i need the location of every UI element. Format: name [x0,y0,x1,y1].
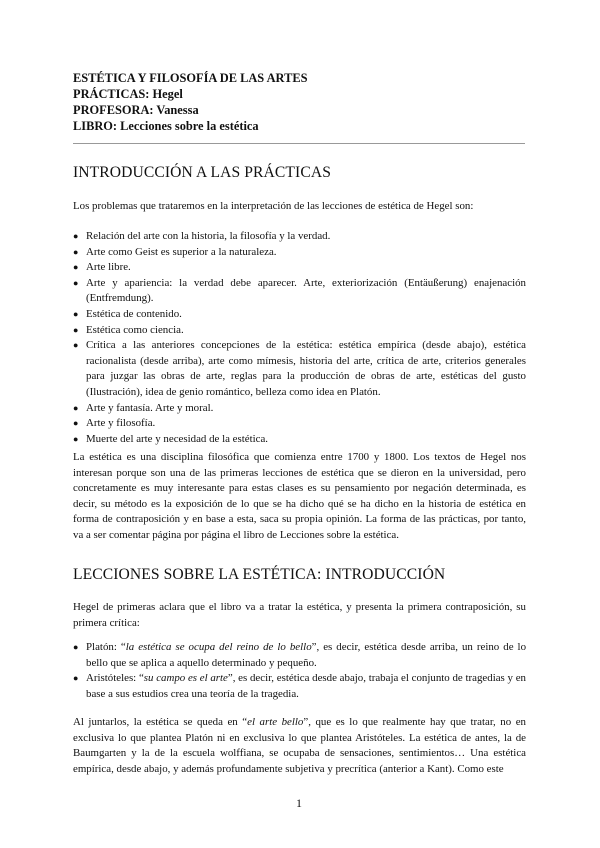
page-number: 1 [296,796,302,810]
list-item: ● Arte y fantasía. Arte y moral. [73,401,526,417]
problems-list [73,229,526,447]
list-item: ● Estética como ciencia. [73,323,526,339]
bullet-icon: ● [73,324,79,335]
list-item: ● Estética de contenido. [73,307,526,323]
practice-subject: PRÁCTICAS: Hegel [73,87,183,101]
philosophers-list [73,640,526,702]
header-divider [73,143,525,144]
bullet-icon: ● [73,308,79,319]
list-item: ● Relación del arte con la historia, la filosofía y la verdad. [73,229,526,245]
bullet-icon: ● [73,246,79,257]
list-item: ● Arte libre. [73,260,526,276]
bullet-icon: ● [73,340,79,351]
bullet-icon: ● [73,262,79,273]
bullet-icon: ● [73,418,79,429]
bullet-icon: ● [73,433,79,444]
bullet-icon: ● [73,642,79,652]
bullet-icon: ● [73,673,79,684]
list-item: ● Crítica a las anteriores concepciones de la estética: estética empírica (desde abajo), estética racionalista (desde arriba), arte como mímesis, historia del arte, crítica de arte, criterios generales para juzgar las obras de arte, reglas para la producción de obras de arte, estéticas del gusto (Ilustración), idea de genio romántico, belleza como idea en Platón. [73,339,526,398]
section-title-lecciones: LECCIONES SOBRE LA ESTÉTICA: INTRODUCCIÓN [73,566,446,583]
list-item: ● Muerte del arte y necesidad de la estética. [73,432,526,448]
document-header [73,70,533,134]
list-item: ● Arte y apariencia: la verdad debe aparecer. Arte, exteriorización (Entäußerung) enajenación (Entfremdung). [73,276,526,305]
course-title: ESTÉTICA Y FILOSOFÍA DE LAS ARTES [73,71,308,85]
section1-intro: Los problemas que trataremos en la interpretación de las lecciones de estética de Hegel son: [73,200,474,212]
section2-intro: Hegel de primeras aclara que el libro va a tratar la estética, y presenta la primera contraposición, su primera crítica: [73,601,526,629]
list-item: ● Arte y filosofía. [73,416,526,432]
section-title-introduccion: INTRODUCCIÓN A LAS PRÁCTICAS [73,164,331,181]
section1-paragraph: La estética es una disciplina filosófica que comienza entre 1700 y 1800. Los textos de Hegel nos interesan porque son una de las primeras lecciones de estética que se dieron en la universidad, pero concretamente es muy interesante para estas clases es su pensamiento por negación determinada, es decir, su método es la exposición de lo que se ha dicho qué se ha dicho en la historia de estética en forma de contraposición y en base a esta, saca su propia opinión. La forma de las prácticas, por tanto, va a ser comentar página por página el libro de Lecciones sobre la estética. [73,451,526,541]
teacher-name: PROFESORA: Vanessa [73,103,199,117]
book-title: LIBRO: Lecciones sobre la estética [73,119,259,133]
list-item: ● Arte como Geist es superior a la naturaleza. [73,245,526,261]
bullet-icon: ● [73,231,79,241]
list-item-platon: ● Platón: “la estética se ocupa del reino de lo bello”, es decir, estética desde arriba, un reino de lo bello que se aplica a aquello determinado y pequeño. [73,641,527,669]
bullet-icon: ● [73,402,79,413]
bullet-icon: ● [73,277,79,288]
section2-paragraph: Al juntarlos, la estética se queda en “el arte bello”, que es lo que realmente hay que tratar, no en exclusiva lo que plantea Platón ni en exclusiva lo que plantea Aristóteles. La estética de antes, la de Baumgarten y la de la escuela wolffiana, se ocupaba de sensaciones, sentimientos… Una estética empírica, desde abajo, y además profundamente subjetiva y precrítica (anterior a Kant). Como este [73,716,526,775]
list-item-aristoteles: ● Aristóteles: “su campo es el arte”, es decir, estética desde abajo, trabaja el conjunto de tragedias y en base a sus estudios crea una teoría de la tragedia. [73,672,526,700]
